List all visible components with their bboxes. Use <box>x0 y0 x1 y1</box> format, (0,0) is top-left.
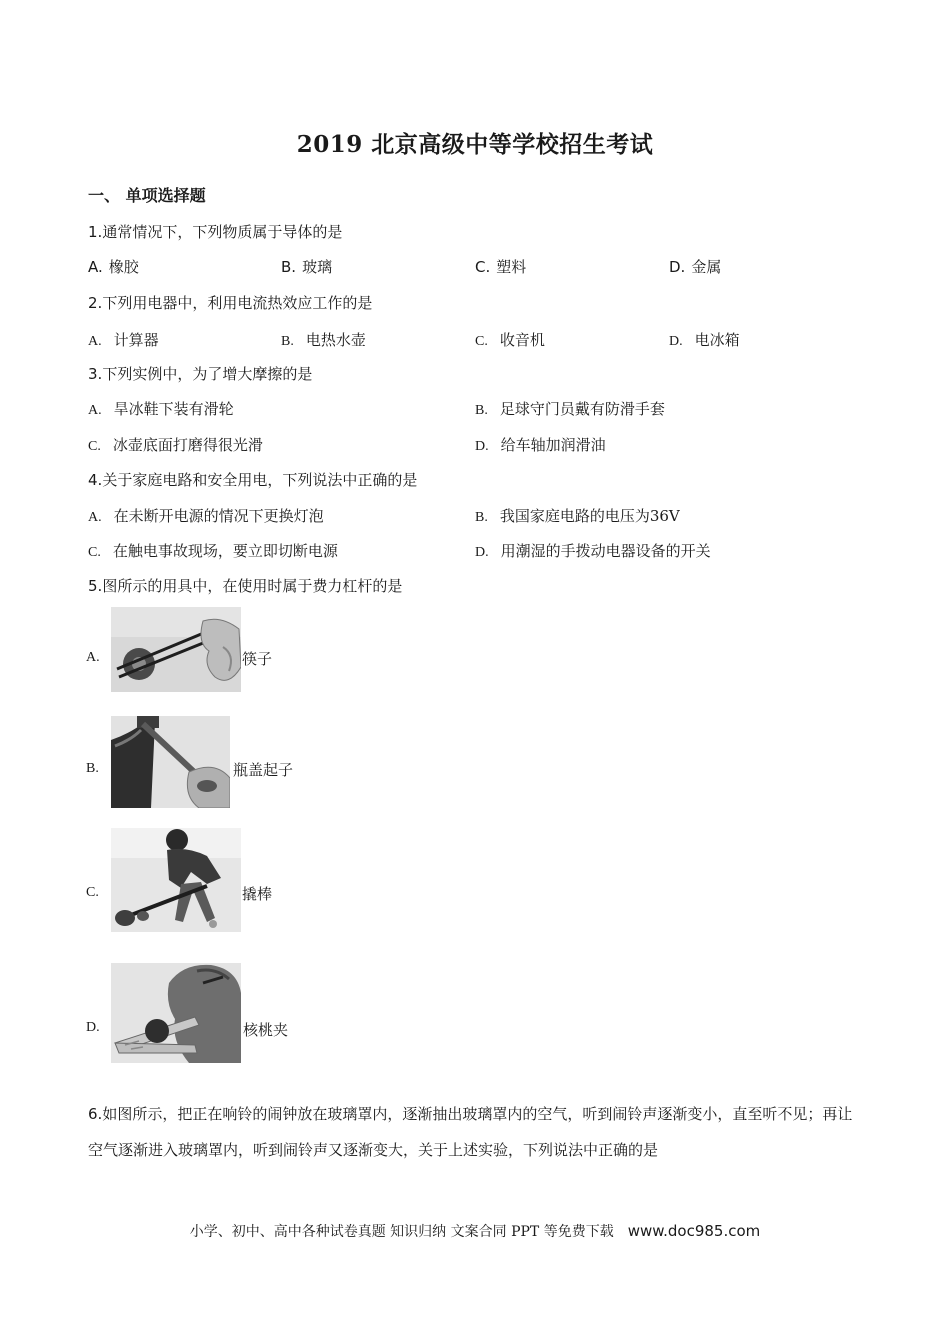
option-label: B. <box>475 403 488 418</box>
option-text: 橡胶 <box>108 258 139 276</box>
q3-option-b <box>475 398 665 419</box>
q5-option-d-label: D. <box>86 1020 100 1035</box>
option-label: B. <box>281 334 294 349</box>
q2-option-d <box>669 329 740 350</box>
option-text: 塑料 <box>496 258 527 276</box>
section-heading: 一、 单项选择题 <box>88 186 206 205</box>
option-text: 用潮湿的手拨动电器设备的开关 <box>500 542 711 560</box>
question-number: 6. <box>88 1105 103 1123</box>
option-text: 我国家庭电路的电压为36V <box>499 507 680 525</box>
q2-option-a <box>88 329 159 350</box>
option-label: C. <box>475 258 491 276</box>
q3-option-c <box>88 434 263 455</box>
option-label: A. <box>88 258 103 276</box>
option-label: A. <box>88 510 102 525</box>
q1-option-b <box>281 256 332 277</box>
q5-option-a-label: A. <box>86 650 100 665</box>
option-label: A. <box>88 403 102 418</box>
option-label: D. <box>475 545 489 560</box>
q3-option-a <box>88 398 234 419</box>
option-text: 旱冰鞋下装有滑轮 <box>113 400 234 418</box>
q1-option-c <box>475 256 526 277</box>
option-label: C. <box>88 439 101 454</box>
q4-option-b <box>475 505 680 526</box>
q2-option-c <box>475 329 545 350</box>
question-text: 如图所示，把正在响铃的闹钟放在玻璃罩内，逐渐抽出玻璃罩内的空气，听到闹铃声逐渐变小，直至听不见；再让空气逐渐进入玻璃罩内，听到闹铃声又逐渐变大，关于上述实验，下列说法中正确的是 <box>88 1105 853 1159</box>
option-text: 电热水壶 <box>305 331 366 349</box>
option-text: 金属 <box>691 258 722 276</box>
option-text: 冰壶底面打磨得很光滑 <box>112 436 263 454</box>
q5-option-c-caption: 撬棒 <box>242 885 273 903</box>
q4-option-c <box>88 540 338 561</box>
q5-option-c-label: C. <box>86 885 99 900</box>
q4-option-a <box>88 505 324 526</box>
question-3 <box>88 363 312 384</box>
option-label: C. <box>475 334 488 349</box>
option-label: D. <box>669 258 686 276</box>
footer-text: 小学、初中、高中各种试卷真题 知识归纳 文案合同 PPT 等免费下载 <box>189 1224 614 1240</box>
question-number: 3. <box>88 365 103 383</box>
option-label: D. <box>475 439 489 454</box>
option-text: 计算器 <box>113 331 159 349</box>
question-4 <box>88 469 417 490</box>
page-footer <box>0 1221 950 1241</box>
question-text: 下列实例中，为了增大摩擦的是 <box>102 365 313 383</box>
q1-option-d <box>669 256 721 277</box>
q3-option-d <box>475 434 606 455</box>
option-text: 玻璃 <box>302 258 333 276</box>
option-text: 足球守门员戴有防滑手套 <box>499 400 665 418</box>
question-6 <box>88 1096 863 1168</box>
option-text: 收音机 <box>499 331 545 349</box>
bottle-opener-photo-icon <box>111 716 230 808</box>
option-text: 在未断开电源的情况下更换灯泡 <box>113 507 324 525</box>
q5-option-b-caption: 瓶盖起子 <box>233 761 294 779</box>
question-5 <box>88 575 402 596</box>
option-label: B. <box>475 510 488 525</box>
question-2 <box>88 292 372 313</box>
q4-option-d <box>475 540 711 561</box>
nutcracker-photo-icon <box>111 963 241 1063</box>
page-title: 2019 北京高级中等学校招生考试 <box>296 131 654 158</box>
footer-link[interactable]: www.doc985.com <box>627 1222 761 1240</box>
chopsticks-photo-icon <box>111 607 241 692</box>
question-number: 2. <box>88 294 103 312</box>
question-text: 下列用电器中，利用电流热效应工作的是 <box>102 294 373 312</box>
option-label: A. <box>88 334 102 349</box>
option-label: D. <box>669 334 683 349</box>
option-text: 在触电事故现场，要立即切断电源 <box>112 542 338 560</box>
option-label: C. <box>88 545 101 560</box>
question-1 <box>88 221 342 242</box>
question-text: 通常情况下，下列物质属于导体的是 <box>102 223 343 241</box>
option-text: 电冰箱 <box>694 331 740 349</box>
question-number: 4. <box>88 471 103 489</box>
q2-option-b <box>281 329 366 350</box>
question-text: 图所示的用具中，在使用时属于费力杠杆的是 <box>102 577 403 595</box>
q5-option-b-label: B. <box>86 761 99 776</box>
q1-option-a <box>88 256 139 277</box>
q5-option-d-caption: 核桃夹 <box>243 1021 289 1039</box>
question-number: 5. <box>88 577 103 595</box>
crowbar-photo-icon <box>111 828 241 932</box>
question-number: 1. <box>88 223 103 241</box>
option-label: B. <box>281 258 297 276</box>
option-text: 给车轴加润滑油 <box>500 436 606 454</box>
question-text: 关于家庭电路和安全用电，下列说法中正确的是 <box>102 471 418 489</box>
q5-option-a-caption: 筷子 <box>242 650 273 668</box>
